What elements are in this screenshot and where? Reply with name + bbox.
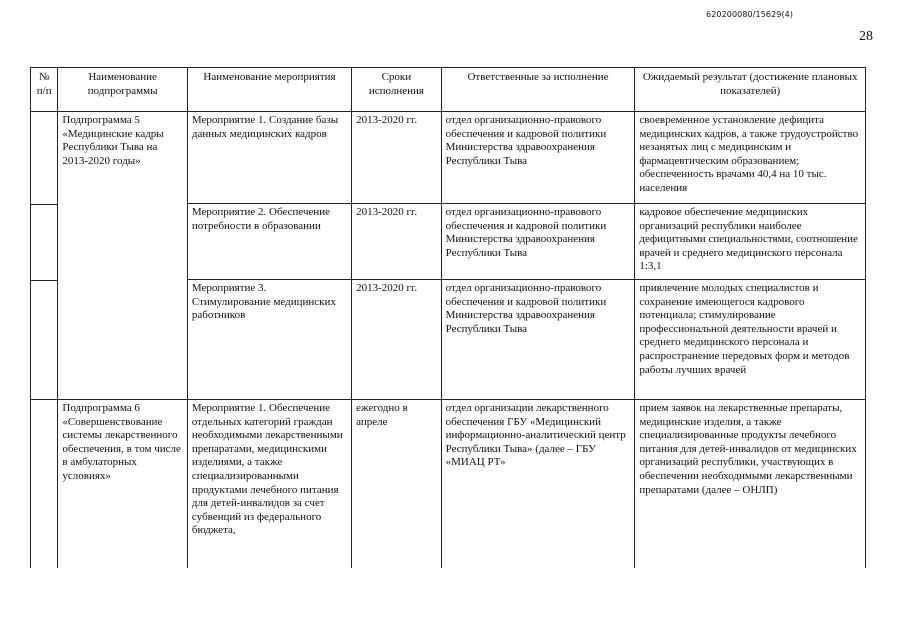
- term-cell: 2013-2020 гг.: [352, 112, 442, 204]
- term-cell: 2013-2020 гг.: [352, 280, 442, 400]
- activity-cell: Мероприятие 1. Обеспечение отдельных категорий граждан необходимыми лекарственными препаратами, медицинскими изделиями, а также специализированными продуктами лечебного питания для детей-инвалидов за счет субвенций из федерального бюджета,: [187, 400, 351, 568]
- result-cell: кадровое обеспечение медицинских организаций республики наиболее дефицитными специальностями, соотношение врачей и среднего медицинского персонала 1:3,1: [635, 204, 866, 280]
- term-cell: ежегодно в апреле: [352, 400, 442, 568]
- subprogram-cell: Подпрограмма 6 «Совершенствование системы лекарственного обеспечения, в том числе в амбулаторных условиях»: [58, 400, 188, 568]
- result-cell: своевременное установление дефицита медицинских кадров, а также трудоустройство незанятых лиц с медицинским и фармацевтическим образованием; обеспеченность врачами 40,4 на 10 тыс. населения: [635, 112, 866, 204]
- header-activity: Наименование мероприятия: [187, 68, 351, 112]
- subprogram-cell: Подпрограмма 5 «Медицинские кадры Республики Тыва на 2013-2020 годы»: [58, 112, 188, 400]
- header-number: № п/п: [31, 68, 58, 112]
- result-cell: привлечение молодых специалистов и сохранение имеющегося кадрового потенциала; стимулирование профессиональной деятельности врачей и среднего медицинского персонала и распространение передовых форм и методов работы лучших врачей: [635, 280, 866, 400]
- table-row: [31, 400, 866, 568]
- row-number-cell: [31, 112, 58, 400]
- table-row: [31, 112, 866, 204]
- header-subprogram: Наименование подпрограммы: [58, 68, 188, 112]
- term-cell: 2013-2020 гг.: [352, 204, 442, 280]
- responsible-cell: отдел организационно-правового обеспечения и кадровой политики Министерства здравоохранения Республики Тыва: [441, 204, 635, 280]
- header-responsible: Ответственные за исполнение: [441, 68, 635, 112]
- responsible-cell: отдел организационно-правового обеспечения и кадровой политики Министерства здравоохранения Республики Тыва: [441, 280, 635, 400]
- responsible-cell: отдел организационно-правового обеспечения и кадровой политики Министерства здравоохранения Республики Тыва: [441, 112, 635, 204]
- document-id: 620200080/15629(4): [706, 10, 794, 19]
- page-number: 28: [859, 29, 873, 44]
- activity-cell: Мероприятие 1. Создание базы данных медицинских кадров: [187, 112, 351, 204]
- activity-cell: Мероприятие 2. Обеспечение потребности в образовании: [187, 204, 351, 280]
- program-activities-table: [30, 67, 866, 568]
- header-term: Сроки исполнения: [352, 68, 442, 112]
- header-result: Ожидаемый результат (достижение плановых показателей): [635, 68, 866, 112]
- activity-cell: Мероприятие 3. Стимулирование медицинских работников: [187, 280, 351, 400]
- table-header-row: [31, 68, 866, 112]
- responsible-cell: отдел организации лекарственного обеспечения ГБУ «Медицинский информационно-аналитический центр Республики Тыва» (далее – ГБУ «МИАЦ РТ»: [441, 400, 635, 568]
- result-cell: прием заявок на лекарственные препараты, медицинские изделия, а также специализированные продукты лечебного питания для детей-инвалидов от медицинских организаций республики, участвующих в обеспечении необходимыми лекарственными препаратами (далее – ОНЛП): [635, 400, 866, 568]
- row-number-cell: [31, 400, 58, 568]
